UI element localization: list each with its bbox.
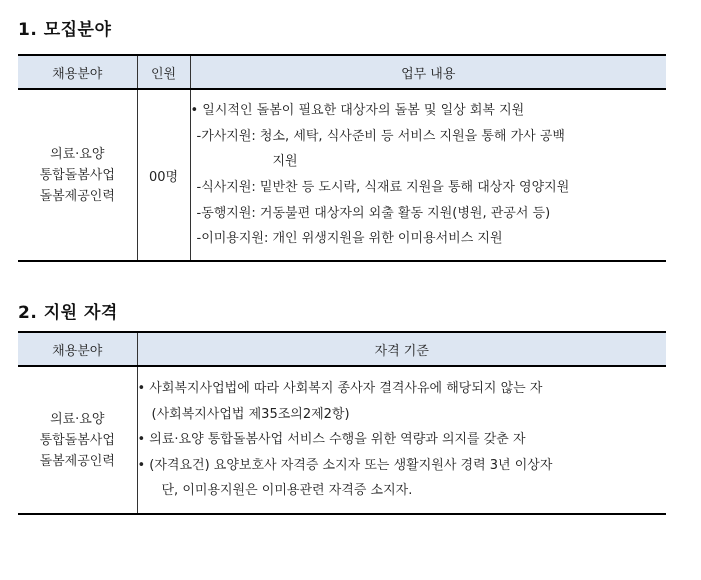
criteria-line: 단, 이미용지원은 이미용관련 자격증 소지자. [161, 483, 413, 499]
criteria-cell [137, 366, 666, 514]
duty-line: -동행지원: 거동불편 대상자의 외출 활동 지원(병원, 관공서 등) [196, 205, 551, 221]
header-criteria: 자격 기준 [137, 332, 666, 366]
recruitment-header-row [18, 55, 666, 89]
criteria-line: (사회복지사업법 제35조의2제2항) [151, 406, 350, 422]
section-title-recruitment: 1. 모집분야 [18, 20, 112, 40]
duties-cell [190, 89, 666, 261]
header-field: 채용분야 [18, 55, 137, 89]
qualifications-header-row [18, 332, 666, 366]
duty-line: 지원 [272, 154, 298, 170]
category-line: 의료·요양 [50, 146, 105, 162]
category-line: 통합돌봄사업 [39, 432, 115, 448]
recruitment-table [18, 54, 666, 262]
criteria-line: • 의료·요양 통합돌봄사업 서비스 수행을 위한 역량과 의지를 갖춘 자 [137, 432, 526, 448]
category-line: 의료·요양 [50, 411, 105, 427]
category-line: 통합돌봄사업 [39, 167, 115, 183]
duty-line: -이미용지원: 개인 위생지원을 위한 이미용서비스 지원 [196, 231, 503, 247]
header-field: 채용분야 [18, 332, 137, 366]
duty-line: -식사지원: 밑반찬 등 도시락, 식재료 지원을 통해 대상자 영양지원 [196, 180, 570, 195]
category-line: 돌봄제공인력 [39, 453, 115, 469]
recruitment-row [18, 89, 666, 261]
qualifications-table [18, 331, 666, 515]
header-duties: 업무 내용 [190, 55, 666, 89]
header-count: 인원 [137, 55, 190, 89]
category-cell [18, 89, 137, 261]
category-cell [18, 366, 137, 514]
duty-line: • 일시적인 돌봄이 필요한 대상자의 돌봄 및 일상 회복 지원 [190, 103, 525, 119]
duty-line: -가사지원: 청소, 세탁, 식사준비 등 서비스 지원을 통해 가사 공백 [196, 128, 565, 144]
headcount-cell: 00명 [137, 89, 190, 261]
criteria-line: • 사회복지사업법에 따라 사회복지 종사자 결격사유에 해당되지 않는 자 [137, 381, 543, 397]
qualifications-row [18, 366, 666, 514]
criteria-line: • (자격요건) 요양보호사 자격증 소지자 또는 생활지원사 경력 3년 이상자 [137, 457, 553, 473]
section-title-qualifications: 2. 지원 자격 [18, 303, 118, 323]
category-line: 돌봄제공인력 [39, 188, 115, 204]
